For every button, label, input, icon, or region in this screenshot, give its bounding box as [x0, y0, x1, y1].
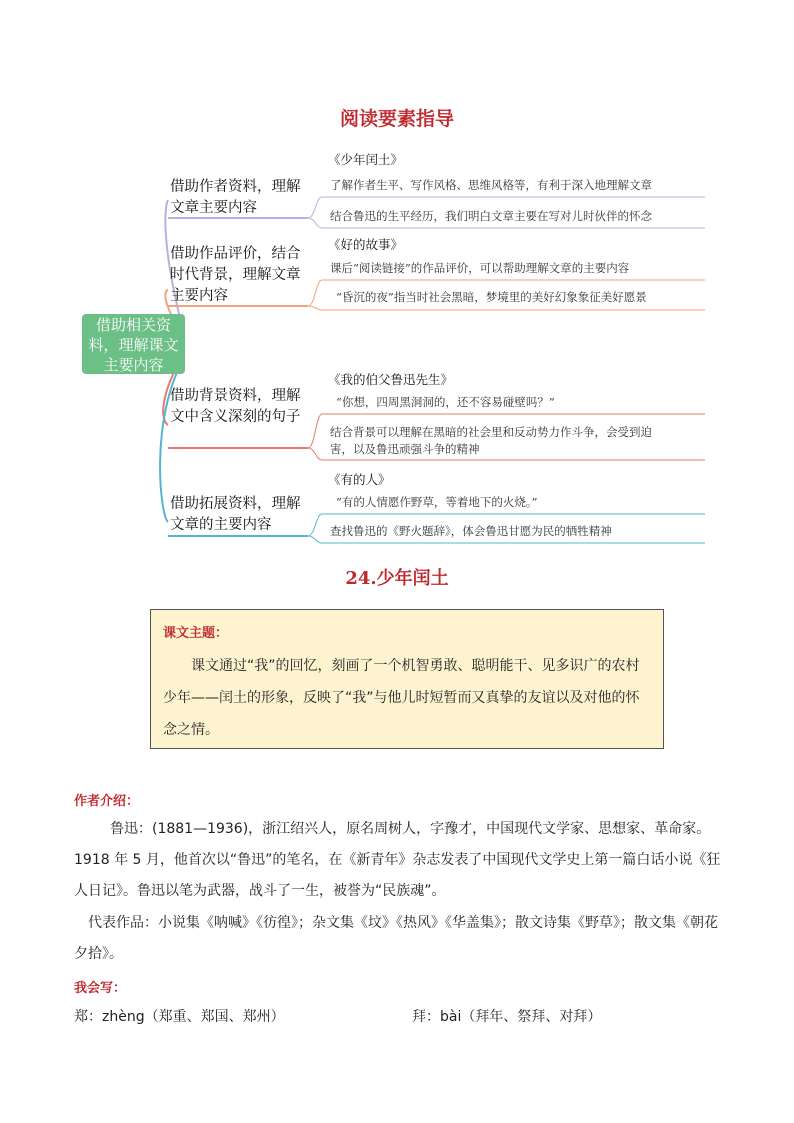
leaf-connector — [308, 306, 322, 310]
leaf-connector — [308, 536, 322, 543]
branch-3-leaf-3: 害，以及鲁迅顽强斗争的精神 — [330, 442, 480, 456]
branch-3-book: 《我的伯父鲁迅先生》 — [328, 372, 454, 387]
theme-box — [150, 609, 664, 749]
branch-3-leaf-1: “你想，四周黑洞洞的，还不容易碰壁吗？” — [336, 395, 555, 409]
theme-label: 课文主题： — [163, 626, 229, 641]
author-paragraph-2: 代表作品：小说集《呐喊》《彷徨》；杂文集《坟》《热风》《华盖集》；散文诗集《野草》；散文集《朝花夕拾》。 — [74, 915, 718, 962]
branch-2-label: 借助作品评价，结合时代背景，理解文章主要内容 — [170, 246, 301, 304]
leaf-connector — [308, 414, 322, 448]
branch-2-book: 《好的故事》 — [328, 237, 404, 252]
theme-text: 课文通过“我”的回忆，刻画了一个机智勇敢、聪明能干、见多识广的农村少年——闰土的形象，反映了“我”与他儿时短暂而又真挚的友谊以及对他的怀念之情。 — [163, 658, 640, 738]
branch-3-label: 借助背景资料，理解文中含义深刻的句子 — [170, 388, 301, 425]
branch-3-leaf-2: 结合背景可以理解在黑暗的社会里和反动势力作斗争，会受到迫 — [330, 425, 652, 439]
guide-title: 阅读要素指导 — [339, 108, 454, 130]
leaf-connector — [308, 280, 322, 306]
branch-2-leaf-1: 课后“阅读链接”的作品评价，可以帮助理解文章的主要内容 — [330, 261, 630, 275]
branch-4-leaf-2: 查找鲁迅的《野火题辞》，体会鲁迅甘愿为民的牺牲精神 — [330, 524, 612, 538]
branch-1-leaf-2: 结合鲁迅的生平经历，我们明白文章主要在写对儿时伙伴的怀念 — [330, 209, 652, 223]
write-item-2: 拜：bài（拜年、祭拜、对拜） — [412, 1009, 602, 1025]
leaf-connector — [308, 514, 322, 536]
branch-4-book: 《有的人》 — [328, 472, 391, 487]
leaf-connector — [308, 197, 322, 218]
branch-1-leaf-1: 了解作者生平、写作风格、思维风格等，有利于深入地理解文章 — [330, 178, 652, 192]
write-label: 我会写： — [74, 981, 127, 996]
branch-4-label: 借助拓展资料，理解文章的主要内容 — [170, 496, 301, 533]
branch-2-leaf-2: “昏沉的夜”指当时社会黑暗，梦境里的美好幻象象征美好愿景 — [336, 290, 647, 304]
leaf-connector — [308, 448, 322, 460]
branch-1-label: 借助作者资料，理解文章主要内容 — [170, 179, 301, 216]
branch-1-book: 《少年闰土》 — [328, 152, 404, 167]
mindmap-connectors — [0, 0, 794, 560]
write-item-1: 郑：zhèng（郑重、郑国、郑州） — [74, 1009, 285, 1025]
leaf-connector — [308, 218, 322, 228]
author-paragraph-1: 鲁迅：(1881—1936)，浙江绍兴人，原名周树人，字豫才，中国现代文学家、思想家、革命家。1918 年 5 月，他首次以“鲁迅”的笔名，在《新青年》杂志发表了中国现代文学史上第一篇白话小说《狂人日记》。鲁迅以笔为武器，战斗了一生，被誉为“民族魂”。 — [74, 821, 721, 899]
branch-4-leaf-1: “有的人情愿作野草，等着地下的火烧。” — [336, 495, 538, 509]
lesson-title: 24.少年闰土 — [345, 568, 449, 589]
mindmap-hub: 借助相关资料，理解课文主要内容 — [82, 314, 185, 374]
author-label: 作者介绍： — [74, 794, 140, 809]
